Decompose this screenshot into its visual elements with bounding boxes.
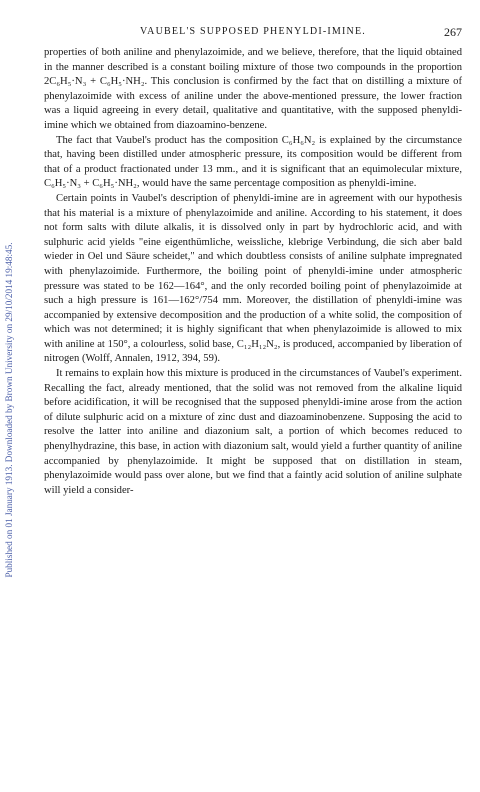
running-head xyxy=(44,26,462,42)
running-title: VAUBEL'S SUPPOSED PHENYLDI-IMINE. xyxy=(140,26,366,37)
paragraph-1: properties of both aniline and phenylazoimide, and we believe, therefore, that the liquid obtained in the manner described is a constant boiling mixture of those two compounds in the proportion 2C₆H₅·N₃ + C₆H₅·NH₂. This conclusion is confirmed by the fact that on distilling a mixture of phenylazoimide with excess of aniline under the above-mentioned pressure, the lower fraction was a liquid agreeing in every detail, qualitative and quantitative, with the supposed phenyldi-imine which we obtained from diazoamino-benzene. xyxy=(44,47,462,131)
provenance-sidebar xyxy=(3,90,15,730)
page-number: 267 xyxy=(444,25,462,39)
paragraph-4: It remains to explain how this mixture is produced in the circumstances of Vaubel's experiment. Recalling the fact, already mentioned, that the solid was not removed from the alkaline liquid before acidification, it will be recognised that the supposed phenyldi-imine arose from the action of dilute sulphuric acid on a mixture of zinc dust and diazoaminobenzene. Supposing the acid to resolve the latter into aniline and diazonium salt, a portion of which becomes reduced to phenylhydrazine, this base, in action with diazonium salt, would yield a further quantity of aniline accompanied by phenylazoimide. It might be supposed that on distillation in steam, phenylazoimide would pass over alone, but we find that a faintly acid solution of aniline sulphate will yield a consider- xyxy=(44,368,462,496)
paragraph-2: The fact that Vaubel's product has the composition C₆H₆N₂ is explained by the circumstance that, having been distilled under atmospheric pressure, its composition would be different from that of a product fractionated under 13 mm., and it is significant that an equimolecular mixture, C₆H₅·N₃ + C₆H₅·NH₂, would have the same percentage composition as phenyldi-imine. xyxy=(44,134,462,190)
page xyxy=(44,26,462,498)
body-text xyxy=(44,46,462,498)
provenance-text: Published on 01 January 1913. Downloaded by Brown University on 29/10/2014 19:48:45. xyxy=(4,242,14,578)
paragraph-3: Certain points in Vaubel's description of phenyldi-imine are in agreement with our hypothesis that his material is a mixture of phenylazoimide and aniline. According to his statement, it does not form salts with dilute alkalis, it is dissolved only in part by hydrochloric acid, and with sulphuric acid yields "eine eigenthümliche, weissliche, klebrige Verbindung, die sich aber bald wieder in Oel und Säure scheidet," and which doubtless consists of aniline sulphate impregnated with phenylazoimide. Furthermore, the boiling point of phenyldi-imine under atmospheric pressure was stated to be 162—164°, and the only recorded boiling point of phenylazoimide at such a high pressure is 161—162°/754 mm. Moreover, the distillation of phenyldi-imine was accompanied by extensive decomposition and the production of a white solid, the composition of which was not determined; it is highly significant that when phenylazoimide is allowed to mix with aniline at 150°, a colourless, solid base, C₁₂H₁₂N₂, is produced, accompanied by liberation of nitrogen (Wolff, Annalen, 1912, 394, 59). xyxy=(44,192,462,365)
